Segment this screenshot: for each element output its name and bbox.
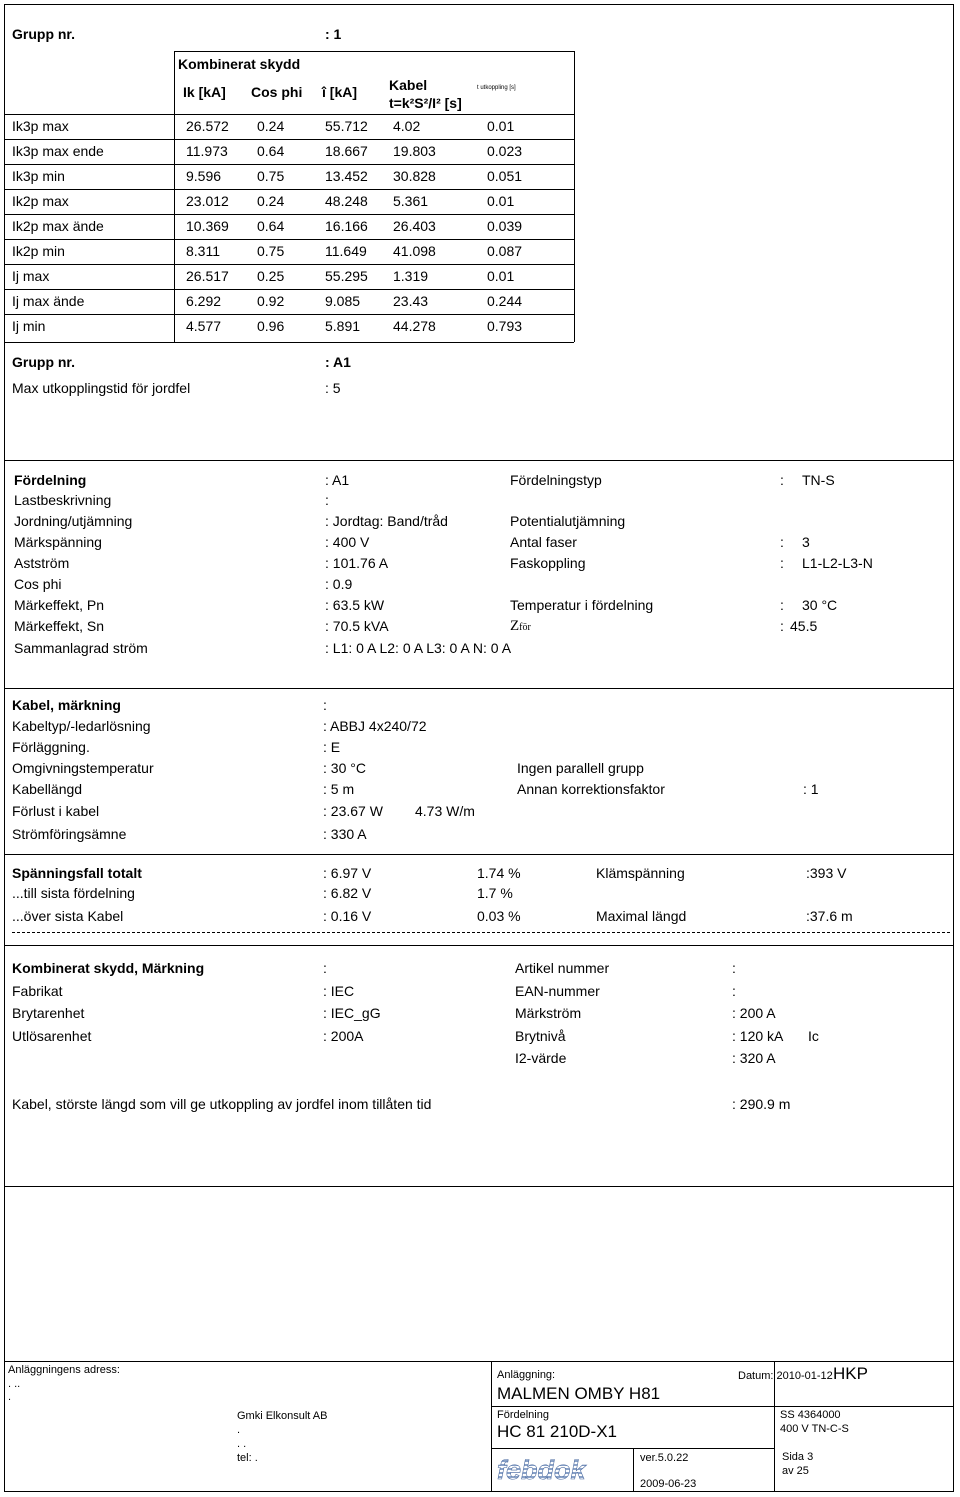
zfor-value: 45.5	[790, 618, 818, 634]
brytniva-label: Brytnivå	[515, 1028, 566, 1044]
i2-label: I2-värde	[515, 1050, 567, 1066]
table-cell: 0.01	[487, 268, 515, 284]
zfor-colon: :	[780, 618, 784, 634]
table-cell: 48.248	[325, 193, 368, 209]
sammanlagrad-label: Sammanlagrad ström	[14, 640, 148, 656]
grupp2-label: Grupp nr.	[12, 354, 75, 370]
table-cell: 4.02	[393, 118, 421, 134]
table-cell: 11.973	[186, 143, 228, 159]
col-t-utkoppling: t utkoppling [s]	[477, 85, 516, 91]
table-cell: 10.369	[186, 218, 229, 234]
company-phone: tel: .	[237, 1452, 258, 1464]
fordelningstyp-label: Fördelningstyp	[510, 472, 602, 488]
sida-av: av 25	[782, 1465, 809, 1477]
table-cell: 0.64	[257, 218, 285, 234]
kabel-markning-label: Kabel, märkning	[12, 697, 121, 713]
table-cell: 26.403	[393, 218, 436, 234]
table-cell: 11.649	[325, 243, 367, 259]
lastbeskrivning-label: Lastbeskrivning	[14, 492, 112, 508]
table-row-label: Ik2p max	[12, 193, 69, 209]
febdok-logo	[495, 1452, 599, 1486]
parallell-grupp: Ingen parallell grupp	[517, 760, 644, 776]
markspanning-value: : 400 V	[325, 534, 370, 550]
table-cell: 5.361	[393, 193, 429, 209]
kabellangd-label: Kabellängd	[12, 781, 83, 797]
omgivningstemp-label: Omgivningstemperatur	[12, 760, 154, 776]
table-row-label: Ij max ände	[12, 293, 85, 309]
table-cell: 5.891	[325, 318, 361, 334]
fabrikat-label: Fabrikat	[12, 983, 63, 999]
ean-label: EAN-nummer	[515, 983, 600, 999]
table-row-label: Ik3p min	[12, 168, 65, 184]
markeffekt-pn-value: : 63.5 kW	[325, 597, 385, 613]
table-cell: 0.25	[257, 268, 285, 284]
markeffekt-sn-label: Märkeffekt, Sn	[14, 618, 105, 634]
till-sista-volt: : 6.82 V	[323, 885, 372, 901]
col-kabel: Kabel	[389, 77, 428, 93]
jordning-label: Jordning/utjämning	[14, 513, 133, 529]
table-cell: 0.96	[257, 318, 285, 334]
antal-faser-label: Antal faser	[510, 534, 577, 550]
till-sista-pct: 1.7 %	[477, 885, 513, 901]
markstrom-label: Märkström	[515, 1005, 582, 1021]
table-cell: 26.517	[186, 268, 229, 284]
cosphi-label: Cos phi	[14, 576, 62, 592]
fordelning-footer-value: HC 81 210D-X1	[497, 1422, 618, 1441]
sida: Sida 3	[782, 1451, 814, 1463]
company-line-2: . .	[237, 1438, 247, 1450]
sammanlagrad-value: : L1: 0 A L2: 0 A L3: 0 A N: 0 A	[325, 640, 512, 656]
faskoppling-label: Faskoppling	[510, 555, 586, 571]
forlaggning-value: : E	[323, 739, 341, 755]
temperatur-label: Temperatur i fördelning	[510, 597, 654, 613]
markspanning-label: Märkspänning	[14, 534, 102, 550]
temperatur-colon: :	[780, 597, 784, 613]
grupp-value: : 1	[325, 26, 342, 42]
fabrikat-value: : IEC	[323, 983, 355, 999]
standard: SS 4364000	[780, 1409, 841, 1421]
jordning-value: : Jordtag: Band/tråd	[325, 513, 448, 529]
col-kabel-formula: t=k²S²/I² [s]	[389, 95, 462, 111]
table-cell: 55.712	[325, 118, 368, 134]
table-row-label: Ij max	[12, 268, 50, 284]
table-cell: 0.793	[487, 318, 523, 334]
kabel-jordfel-label: Kabel, störste längd som vill ge utkoppling av jordfel inom tillåten tid	[12, 1096, 432, 1112]
table-row-label: Ij min	[12, 318, 46, 334]
company-line-1: .	[237, 1424, 241, 1436]
till-sista-label: ...till sista fördelning	[12, 885, 135, 901]
fordelning-value: : A1	[325, 472, 350, 488]
kabeltyp-label: Kabeltyp/-ledarlösning	[12, 718, 151, 734]
address-label: Anläggningens adress:	[8, 1364, 120, 1376]
antal-faser-colon: :	[780, 534, 784, 550]
version: ver.5.0.22	[640, 1452, 689, 1464]
table-cell: 41.098	[393, 243, 436, 259]
table-cell: 0.039	[487, 218, 523, 234]
hkp: HKP	[833, 1364, 868, 1383]
markeffekt-sn-value: : 70.5 kVA	[325, 618, 389, 634]
artikel-value: :	[732, 960, 736, 976]
i2-value: : 320 A	[732, 1050, 776, 1066]
temperatur-value: 30 °C	[802, 597, 838, 613]
table-cell: 16.166	[325, 218, 368, 234]
lastbeskrivning-value: :	[325, 492, 329, 508]
klamspanning-value: :393 V	[806, 865, 847, 881]
brytarenhet-label: Brytarenhet	[12, 1005, 85, 1021]
omgivningstemp-value: : 30 °C	[323, 760, 366, 776]
col-cosphi: Cos phi	[251, 84, 303, 100]
table-cell: 0.75	[257, 168, 285, 184]
forlust-label: Förlust i kabel	[12, 803, 100, 819]
table-cell: 8.311	[186, 243, 220, 259]
max-utkoppling-value: : 5	[325, 380, 341, 396]
antal-faser-value: 3	[802, 534, 810, 550]
stromforing-value: : 330 A	[323, 826, 367, 842]
table-cell: 19.803	[393, 143, 436, 159]
forlust-per-m: 4.73 W/m	[415, 803, 475, 819]
table-row-label: Ik3p max	[12, 118, 69, 134]
table-cell: 0.01	[487, 193, 515, 209]
table-cell: 26.572	[186, 118, 229, 134]
table-cell: 0.75	[257, 243, 285, 259]
klamspanning-label: Klämspänning	[596, 865, 685, 881]
table-row-label: Ik2p max ände	[12, 218, 104, 234]
anlaggning-label: Anläggning:	[497, 1369, 556, 1381]
over-sista-pct: 0.03 %	[477, 908, 521, 924]
artikel-label: Artikel nummer	[515, 960, 610, 976]
ean-value: :	[732, 983, 736, 999]
skydd-markning-label: Kombinerat skydd, Märkning	[12, 960, 205, 976]
korrektionsfaktor-value: : 1	[803, 781, 819, 797]
markstrom-value: : 200 A	[732, 1005, 776, 1021]
version-date: 2009-06-23	[640, 1478, 697, 1490]
brytarenhet-value: : IEC_gG	[323, 1005, 381, 1021]
laststrom-label: Astström	[14, 555, 70, 571]
max-utkoppling-label: Max utkopplingstid för jordfel	[12, 380, 191, 396]
ic-label: Ic	[808, 1028, 819, 1044]
col-ipeak: î [kA]	[322, 84, 357, 100]
table-cell: 0.92	[257, 293, 285, 309]
table-cell: 23.43	[393, 293, 429, 309]
potentialutjamning-label: Potentialutjämning	[510, 513, 626, 529]
grupp2-value: : A1	[325, 354, 351, 370]
maximal-langd-label: Maximal längd	[596, 908, 687, 924]
table-cell: 30.828	[393, 168, 436, 184]
table-cell: 0.64	[257, 143, 285, 159]
spanningsfall-volt: : 6.97 V	[323, 865, 372, 881]
table-cell: 0.087	[487, 243, 523, 259]
table-cell: 13.452	[325, 168, 368, 184]
page-frame	[4, 4, 954, 1492]
fordelningstyp-colon: :	[780, 472, 784, 488]
grupp-label: Grupp nr.	[12, 26, 75, 42]
skydd-markning-value: :	[323, 960, 327, 976]
kabeltyp-value: : ABBJ 4x240/72	[323, 718, 427, 734]
over-sista-label: ...över sista Kabel	[12, 908, 124, 924]
forlust-value: : 23.67 W	[323, 803, 383, 819]
table-title: Kombinerat skydd	[178, 56, 301, 72]
kabel-markning-value: :	[323, 697, 327, 713]
table-cell: 55.295	[325, 268, 368, 284]
utlosarenhet-label: Utlösarenhet	[12, 1028, 92, 1044]
stromforing-label: Strömföringsämne	[12, 826, 127, 842]
table-row-label: Ik3p max ende	[12, 143, 104, 159]
fordelning-footer-label: Fördelning	[497, 1409, 549, 1421]
table-cell: 23.012	[186, 193, 229, 209]
fordelning-label: Fördelning	[14, 472, 87, 488]
forlaggning-label: Förläggning.	[12, 739, 90, 755]
table-cell: 0.051	[487, 168, 523, 184]
spanningsfall-pct: 1.74 %	[477, 865, 521, 881]
maximal-langd-value: :37.6 m	[806, 908, 853, 924]
kabel-jordfel-value: : 290.9 m	[732, 1096, 791, 1112]
faskoppling-colon: :	[780, 555, 784, 571]
table-cell: 44.278	[393, 318, 436, 334]
datum: Datum: 2010-01-12	[738, 1370, 833, 1382]
table-cell: 0.244	[487, 293, 523, 309]
brytniva-value: : 120 kA	[732, 1028, 784, 1044]
company-name: Gmki Elkonsult AB	[237, 1410, 328, 1422]
address-line-2: .	[8, 1391, 12, 1403]
table-cell: 6.292	[186, 293, 222, 309]
table-cell: 18.667	[325, 143, 368, 159]
fordelningstyp-value: TN-S	[802, 472, 835, 488]
table-cell: 9.596	[186, 168, 222, 184]
kabellangd-value: : 5 m	[323, 781, 355, 797]
table-cell: 4.577	[186, 318, 222, 334]
laststrom-value: : 101.76 A	[325, 555, 389, 571]
table-cell: 0.023	[487, 143, 523, 159]
table-cell: 0.24	[257, 193, 285, 209]
table-cell: 0.01	[487, 118, 515, 134]
markeffekt-pn-label: Märkeffekt, Pn	[14, 597, 105, 613]
over-sista-volt: : 0.16 V	[323, 908, 372, 924]
spanningsfall-label: Spänningsfall totalt	[12, 865, 142, 881]
col-ik: Ik [kA]	[183, 84, 226, 100]
faskoppling-value: L1-L2-L3-N	[802, 555, 873, 571]
table-row-label: Ik2p min	[12, 243, 65, 259]
table-cell: 1.319	[393, 268, 429, 284]
zfor-label: Zför	[510, 618, 531, 634]
address-line-1: . ..	[8, 1378, 21, 1390]
svg-text:febdok: febdok	[497, 1455, 586, 1485]
utlosarenhet-value: : 200A	[323, 1028, 364, 1044]
nat-typ: 400 V TN-C-S	[780, 1423, 849, 1435]
table-cell: 9.085	[325, 293, 361, 309]
cosphi-value: : 0.9	[325, 576, 353, 592]
table-cell: 0.24	[257, 118, 285, 134]
anlaggning-value: MALMEN OMBY H81	[497, 1384, 661, 1403]
korrektionsfaktor-label: Annan korrektionsfaktor	[517, 781, 665, 797]
